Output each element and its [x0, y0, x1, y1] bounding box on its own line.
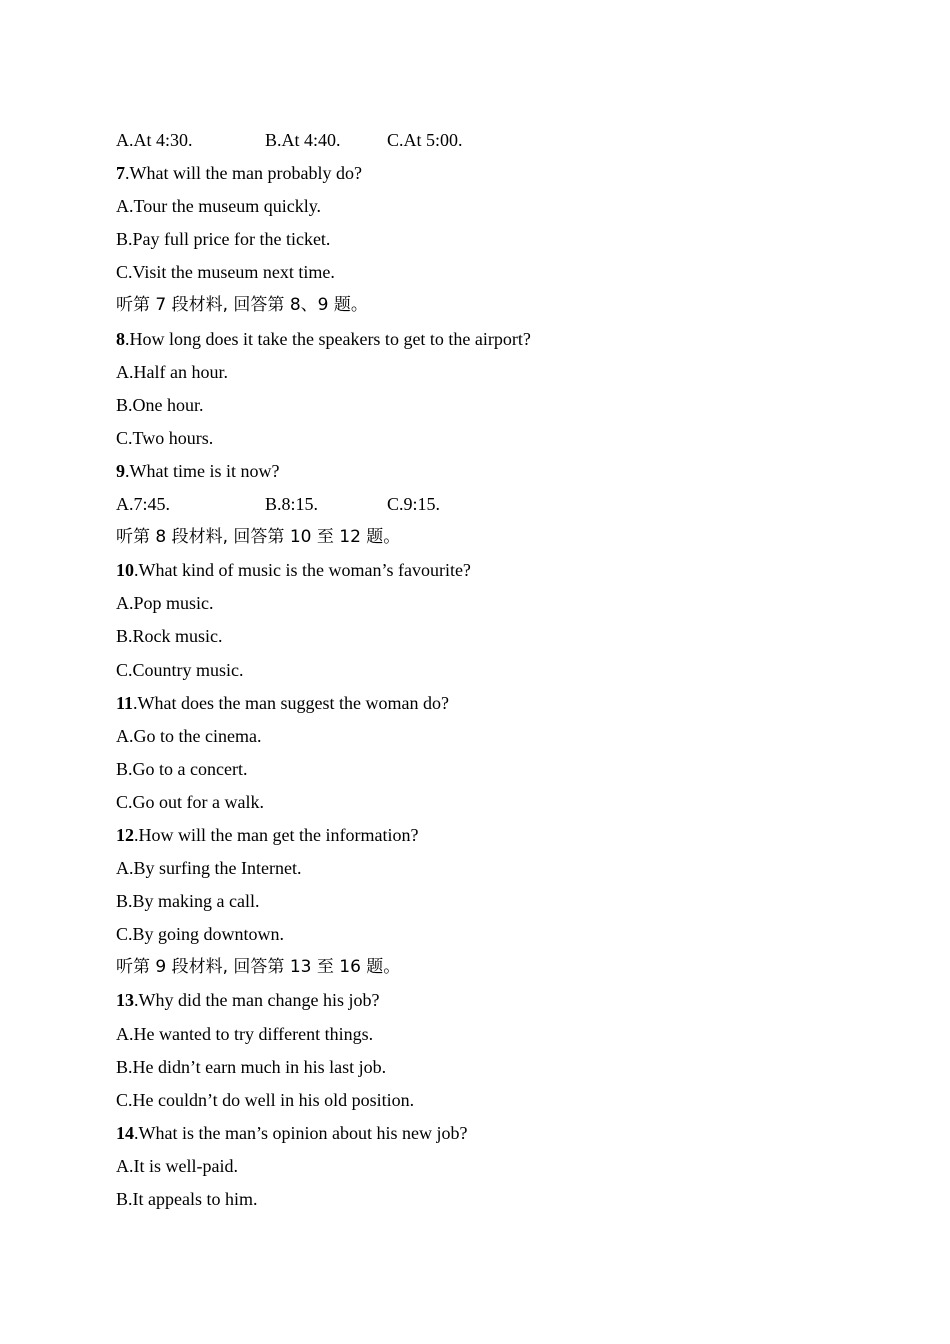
q6-options: [116, 124, 876, 157]
q14-option-a: A.It is well-paid.: [116, 1155, 238, 1176]
q11-option-b: B.Go to a concert.: [116, 758, 248, 779]
q13-text: .Why did the man change his job?: [134, 990, 380, 1011]
q7-number: 7: [116, 163, 125, 184]
q10-question: [116, 554, 876, 587]
q9-text: .What time is it now?: [125, 460, 280, 481]
q11-number: 11: [116, 692, 134, 713]
q11-option-a: A.Go to the cinema.: [116, 725, 262, 746]
q6-option-a: A.At 4:30.: [116, 130, 193, 150]
q7-option-c: C.Visit the museum next time.: [116, 262, 335, 283]
q9-option-c: C.9:15.: [387, 494, 441, 515]
q9-number: 9: [116, 460, 125, 481]
q9-option-a: A.7:45.: [116, 494, 170, 515]
q7-option-a: A.Tour the museum quickly.: [116, 196, 322, 217]
q8-text: .How long does it take the speakers to get to the airport?: [125, 328, 531, 349]
q12-option-c: C.By going downtown.: [116, 924, 285, 945]
q7-text: .What will the man probably do?: [125, 163, 362, 184]
q12-text: .How will the man get the information?: [134, 824, 419, 845]
q13-option-c: C.He couldn’t do well in his old position.: [116, 1089, 415, 1110]
section-7-heading: 听第 7 段材料, 回答第 8、9 题。: [116, 295, 368, 316]
q10-option-c: C.Country music.: [116, 659, 244, 680]
q10-number: 10: [116, 560, 134, 581]
q11-question: [116, 687, 876, 720]
q12-question: [116, 819, 876, 852]
q14-option-b: B.It appeals to him.: [116, 1189, 258, 1209]
q13-option-b: B.He didn’t earn much in his last job.: [116, 1056, 387, 1077]
q8-question: [116, 323, 876, 356]
section-8-heading: 听第 8 段材料, 回答第 10 至 12 题。: [116, 527, 401, 548]
q10-text: .What kind of music is the woman’s favourite?: [134, 560, 471, 581]
q12-option-b: B.By making a call.: [116, 891, 260, 912]
q13-option-a: A.He wanted to try different things.: [116, 1023, 374, 1044]
q12-option-a: A.By surfing the Internet.: [116, 858, 302, 879]
document-page: [116, 124, 876, 1216]
q14-question: [116, 1117, 876, 1150]
q12-number: 12: [116, 824, 134, 845]
q13-question: [116, 984, 876, 1017]
q7-question: [116, 157, 876, 190]
q14-text: .What is the man’s opinion about his new job?: [134, 1122, 468, 1143]
q9-option-b: B.8:15.: [265, 494, 319, 515]
q11-option-c: C.Go out for a walk.: [116, 791, 264, 812]
section-9-heading: 听第 9 段材料, 回答第 13 至 16 题。: [116, 957, 401, 978]
q9-question: [116, 455, 876, 488]
q8-option-b: B.One hour.: [116, 394, 204, 415]
q10-option-a: A.Pop music.: [116, 593, 214, 614]
q10-option-b: B.Rock music.: [116, 626, 223, 647]
q11-text: .What does the man suggest the woman do?: [133, 692, 449, 713]
q6-option-b: B.At 4:40.: [265, 130, 341, 150]
q7-option-b: B.Pay full price for the ticket.: [116, 229, 331, 250]
q6-option-c: C.At 5:00.: [387, 130, 463, 150]
q8-option-c: C.Two hours.: [116, 427, 214, 448]
q8-option-a: A.Half an hour.: [116, 361, 228, 382]
q8-number: 8: [116, 328, 125, 349]
q9-options: [116, 488, 876, 521]
q13-number: 13: [116, 990, 134, 1011]
q14-number: 14: [116, 1122, 134, 1143]
